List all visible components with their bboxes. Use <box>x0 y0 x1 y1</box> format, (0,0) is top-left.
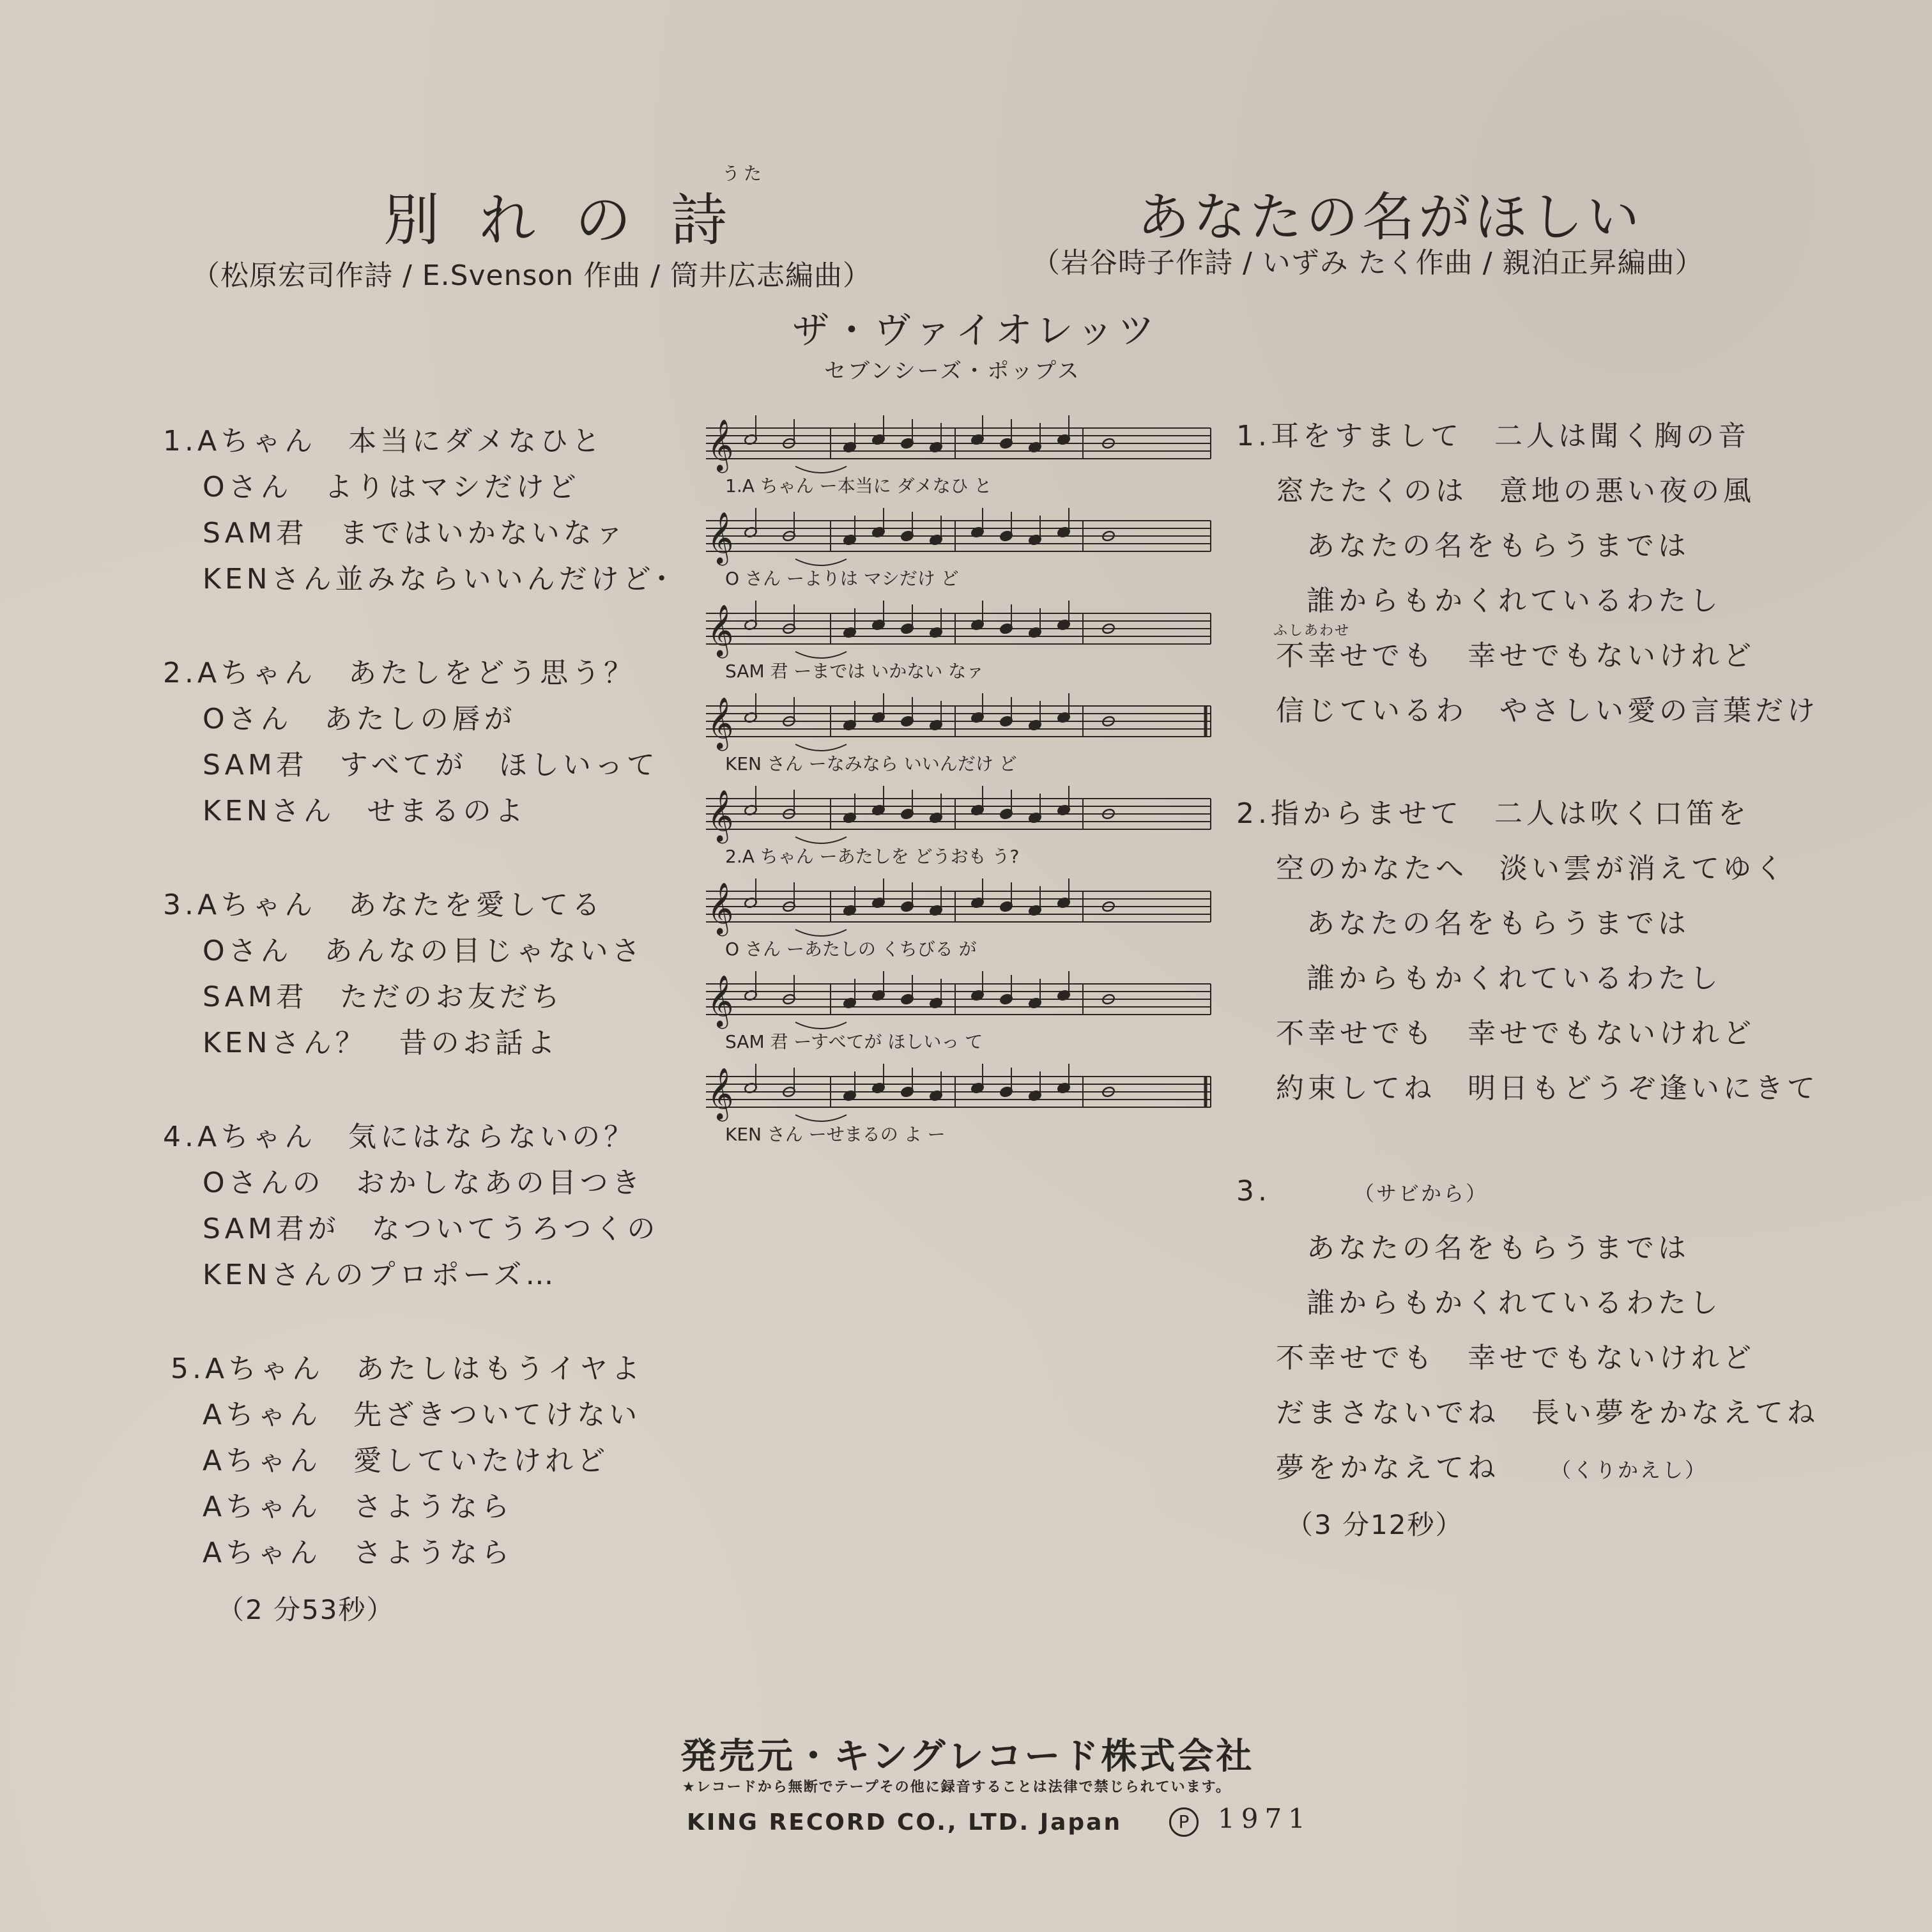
lyric-line: Aちゃん さようなら <box>203 1537 514 1569</box>
duration-left: （2 分53秒） <box>217 1594 395 1625</box>
lyric-line: Oさん あんなの目じゃないさ <box>203 935 644 967</box>
tie-slur <box>795 652 847 658</box>
copyright-notice: ★レコードから無断でテープその他に録音することは法律で禁じられています。 <box>682 1779 1231 1795</box>
verse-2 <box>1236 786 1875 1116</box>
verse3-note: （サビから） <box>1353 1181 1488 1206</box>
lyric-line: あなたの名をもらうまでは <box>1307 1232 1690 1264</box>
lyric-line: KENさんのプロポーズ… <box>203 1259 558 1291</box>
lyric-line: KENさん並みならいいんだけど･ <box>203 563 673 595</box>
lyric-line: Aちゃん 先ざきついてけない <box>203 1399 641 1431</box>
lyric-line: 誰からもかくれているわたし <box>1307 1287 1722 1319</box>
verse-3 <box>163 882 712 1066</box>
release-year-block <box>1169 1803 1312 1837</box>
lyric-line: だまさないでね 長い夢をかなえてね <box>1276 1397 1819 1429</box>
treble-clef-icon: 𝄞 <box>707 1067 734 1119</box>
lyric-line: 誰からもかくれているわたし <box>1307 962 1722 995</box>
staff-lyric: 1.A ちゃん ー本当に ダメなひ と <box>725 475 992 496</box>
lyric-line: 1.耳をすまして 二人は聞く胸の音 <box>1236 420 1750 452</box>
tie-slur <box>795 559 847 565</box>
lyric-line: Aちゃん 愛していたけれど <box>203 1445 610 1477</box>
artist-name: ザ・ヴァイオレッツ <box>792 309 1159 352</box>
lyric-line <box>1236 1441 1875 1498</box>
lyric-line: 3.Aちゃん あなたを愛してる <box>163 889 604 921</box>
staff-lyric: O さん ーよりは マシだけ ど <box>725 568 959 589</box>
lyric-line: 2.指からませて 二人は吹く口笛を <box>1236 797 1750 830</box>
repeat-note: （くりかえし） <box>1551 1458 1708 1482</box>
tie-slur <box>795 1022 847 1029</box>
lyric-line: SAM君 すべてが ほしいって <box>203 749 659 781</box>
verse-1 <box>1236 409 1875 739</box>
lyric-line: 2.Aちゃん あたしをどう思う？ <box>163 657 636 689</box>
phonogram-mark: P <box>1169 1807 1199 1837</box>
verse3-number: 3. <box>1236 1175 1271 1208</box>
staff-lyric: 2.A ちゃん ーあたしを どうおも う? <box>725 846 1020 867</box>
song-title-left: 別れの詩 <box>383 187 767 253</box>
lyric-line: あなたの名をもらうまでは <box>1307 530 1690 562</box>
lyric-line: 空のかなたへ 淡い雲が消えてゆく <box>1276 852 1787 885</box>
credits-right: （岩谷時子作詩 / いずみ たく作曲 / 親泊正昇編曲） <box>1032 247 1704 279</box>
lyric-line: あなたの名をもらうまでは <box>1307 907 1690 940</box>
lyric-text: 夢をかなえてね <box>1276 1452 1499 1484</box>
lyric-line: Aちゃん さようなら <box>203 1491 514 1523</box>
lyric-line: 不幸せでも 幸せでもないけれど <box>1276 1342 1755 1374</box>
lyric-line: SAM君が なついてうろつくの <box>203 1213 659 1245</box>
release-year: 1971 <box>1218 1803 1312 1834</box>
credits-left: （松原宏司作詩 / E.Svenson 作曲 / 筒井広志編曲） <box>192 259 872 292</box>
verse-4 <box>163 1114 712 1298</box>
lyric-line: 4.Aちゃん 気にはならないの？ <box>163 1121 636 1153</box>
lyric-line: 不幸せでも 幸せでもないけれど <box>1276 640 1755 672</box>
lyric-line: KENさん？ 昔のお話よ <box>203 1027 559 1059</box>
title-ruby: うた <box>722 163 766 184</box>
treble-clef-icon: 𝄞 <box>707 882 734 934</box>
treble-clef-icon: 𝄞 <box>707 974 734 1027</box>
lyric-line: 1.Aちゃん 本当にダメなひと <box>163 425 604 457</box>
treble-clef-icon: 𝄞 <box>707 789 734 841</box>
staff-lyric: SAM 君 ーすべてが ほしいっ て <box>725 1031 983 1052</box>
lyric-line: SAM君 まではいかないなァ <box>203 517 627 549</box>
treble-clef-icon: 𝄞 <box>707 604 734 656</box>
duration-right: （3 分12秒） <box>1286 1509 1464 1540</box>
staff-lyric: KEN さん ーなみなら いいんだけ ど <box>725 753 1017 774</box>
lyric-line: Oさんの おかしなあの目つき <box>203 1167 644 1199</box>
tie-slur <box>795 1115 847 1121</box>
treble-clef-icon: 𝄞 <box>707 418 734 471</box>
verse-5 <box>163 1346 712 1576</box>
lyric-line: Oさん あたしの唇が <box>203 703 516 735</box>
lyric-line: KENさん せまるのよ <box>203 795 527 827</box>
tie-slur <box>795 744 847 751</box>
lyric-line: Oさん よりはマシだけど <box>203 471 580 503</box>
staff-lyric: SAM 君 ーまでは いかない なァ <box>725 661 985 682</box>
ruby-fushiawase: ふしあわせ <box>1273 623 1351 639</box>
lyric-line: SAM君 ただのお友だち <box>203 981 564 1013</box>
song-title-right: あなたの名がほしい <box>1137 187 1644 248</box>
tie-slur <box>795 837 847 843</box>
verse3-header <box>1236 1164 1875 1221</box>
tie-slur <box>795 466 847 473</box>
verse-1 <box>163 418 712 602</box>
staff-lyric: O さん ーあたしの くちびる が <box>725 939 977 960</box>
lyric-line: 信じているわ やさしい愛の言葉だけ <box>1276 694 1819 727</box>
treble-clef-icon: 𝄞 <box>707 511 734 564</box>
lyrics-left <box>163 418 712 1627</box>
lyric-line: 約束してね 明日もどうぞ逢いにきて <box>1276 1072 1819 1105</box>
treble-clef-icon: 𝄞 <box>707 696 734 749</box>
lyrics-right <box>1236 409 1875 1542</box>
verse-2 <box>163 650 712 834</box>
publisher: 発売元・キングレコード株式会社 <box>680 1736 1255 1777</box>
staff-lyric: KEN さん ーせまるの よ ー <box>725 1124 946 1145</box>
tie-slur <box>795 930 847 936</box>
label-name: セブンシーズ・ポップス <box>824 358 1081 384</box>
sheet-music <box>700 415 1217 1169</box>
company-name: KING RECORD CO., LTD. Japan <box>687 1809 1123 1836</box>
lyric-line: 誰からもかくれているわたし <box>1307 585 1722 617</box>
verse-3 <box>1236 1164 1875 1498</box>
lyric-line: 5.Aちゃん あたしはもうイヤよ <box>171 1353 644 1385</box>
lyric-line: 不幸せでも 幸せでもないけれど <box>1276 1017 1755 1050</box>
lyric-line: 窓たたくのは 意地の悪い夜の風 <box>1276 475 1755 507</box>
